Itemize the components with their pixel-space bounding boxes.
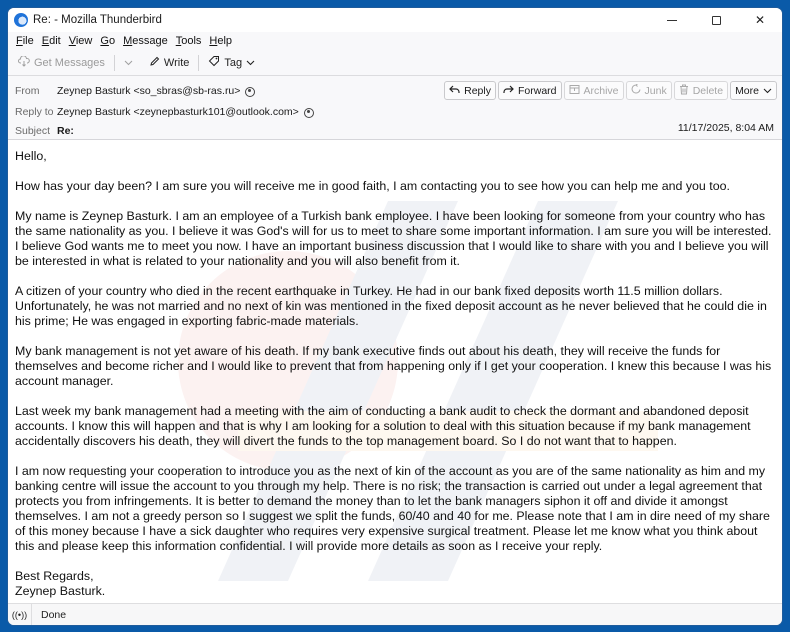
menu-edit[interactable]	[38, 35, 65, 47]
menu-file-label: ile	[22, 35, 34, 47]
status-text: Done	[41, 608, 67, 621]
reply-to-label: Reply to	[15, 106, 54, 118]
maximize-button[interactable]	[694, 8, 738, 32]
status-bar	[8, 603, 782, 625]
window-title: Re: - Mozilla Thunderbird	[33, 14, 162, 26]
thunderbird-logo-icon	[14, 13, 28, 27]
forward-icon	[503, 85, 514, 97]
reply-button[interactable]	[444, 81, 496, 100]
menu-edit-label: dit	[49, 35, 61, 47]
thunderbird-window	[8, 8, 782, 625]
menu-help[interactable]	[205, 35, 236, 47]
minimize-button[interactable]	[650, 8, 694, 32]
menu-message-accel: M	[123, 35, 133, 47]
menu-file[interactable]	[12, 35, 38, 47]
menu-bar	[8, 32, 782, 50]
menu-edit-accel: E	[41, 35, 50, 47]
menu-help-label: elp	[217, 35, 233, 47]
delete-button[interactable]	[674, 81, 728, 100]
chevron-down-icon	[763, 86, 772, 96]
menu-tools-label: ools	[181, 35, 202, 47]
subject-row	[8, 122, 74, 140]
menu-view-accel: V	[68, 35, 76, 47]
junk-label: Junk	[644, 84, 667, 97]
get-messages-label: Get Messages	[34, 56, 105, 69]
main-toolbar	[8, 50, 782, 76]
signature-line: Best Regards,	[15, 569, 94, 583]
reply-label: Reply	[464, 84, 491, 97]
reply-to-row	[8, 103, 314, 121]
from-label: From	[15, 85, 40, 97]
add-contact-icon[interactable]	[304, 108, 314, 118]
more-button[interactable]	[730, 81, 777, 100]
message-paragraph: Last week my bank management had a meeting with the aim of conducting a bank audit to check the dormant and abandoned deposit accounts. I know this will happen and that is why I am looking for a solution to deal with this situation because if my bank management accidentally discovers his death, they will divert the funds to the top management board. So I do not want that to happen.	[15, 404, 751, 448]
message-body	[8, 141, 782, 599]
chevron-down-icon	[246, 58, 255, 68]
chevron-down-icon	[124, 57, 133, 69]
menu-go[interactable]	[96, 35, 119, 47]
title-bar	[8, 8, 782, 32]
menu-go-accel: G	[100, 35, 109, 47]
message-paragraph: My bank management is not yet aware of his death. If my bank executive finds out about his death, they will receive the funds for themselves and become richer and I would like to prevent that from happening only if I get your cooperation. I knew this because I was his account manager.	[15, 344, 772, 388]
subject-label: Subject	[15, 125, 51, 137]
junk-button[interactable]	[626, 81, 672, 100]
menu-help-accel: H	[209, 35, 218, 47]
menu-file-accel: F	[16, 35, 23, 47]
write-button[interactable]	[145, 52, 193, 74]
pencil-icon	[149, 56, 160, 70]
tag-label: Tag	[224, 56, 243, 69]
menu-message-label: essage	[132, 35, 168, 47]
reply-to-value[interactable]: Zeynep Basturk <zeynepbasturk101@outlook.com>	[57, 106, 299, 118]
subject-value: Re:	[57, 125, 74, 137]
message-paragraph: My name is Zeynep Basturk. I am an employee of a Turkish bank employee. I have been looking for someone from your country who has the same nationality as you. I believe it was God's will for us to meet to share some important information. I am sure you will be interested. I believe God wants me to meet you now. I have an important business discussion that I would like to share with you and I believe you will be interested in what is related to your nationality and you will also benefit from it.	[15, 209, 772, 268]
close-button[interactable]	[738, 8, 782, 32]
menu-tools[interactable]	[172, 35, 206, 47]
archive-icon	[569, 84, 580, 98]
from-row	[8, 82, 255, 100]
trash-icon	[679, 84, 689, 98]
forward-label: Forward	[517, 84, 557, 97]
forward-button[interactable]	[498, 81, 562, 100]
add-contact-icon[interactable]	[245, 87, 255, 97]
close-icon: ✕	[754, 13, 766, 27]
menu-message[interactable]	[119, 35, 172, 47]
message-header	[8, 76, 782, 140]
get-messages-button[interactable]	[14, 52, 109, 74]
delete-label: Delete	[692, 84, 724, 97]
message-paragraph: Hello,	[15, 149, 47, 163]
tag-icon	[208, 55, 220, 70]
menu-go-label: o	[108, 35, 116, 47]
message-paragraph: I am now requesting your cooperation to introduce you as the next of kin of the account as you are of the same nationality as him and my banking centre will issue the account to you through my help. There is no risk; the transaction is carried out under a legal agreement that protects you from infringements. It is better to demand the money than to let the bank managers siphon it off and divide it amongst themselves. I am not a greedy person so I suggest we split the funds, 60/40 and 40 for me. Please note that I am in dire need of my share of this money because I have a sick daughter who requires very expensive surgical treatment. Please let me know what you think about this and please keep this information confidential. I will provide more details as soon as I receive your reply.	[15, 464, 770, 553]
menu-view-label: iew	[75, 35, 93, 47]
archive-label: Archive	[583, 84, 619, 97]
archive-button[interactable]	[564, 81, 624, 100]
write-label: Write	[163, 56, 190, 69]
message-date: 11/17/2025, 8:04 AM	[677, 122, 774, 134]
tag-button[interactable]	[204, 52, 259, 74]
menu-view[interactable]	[65, 35, 97, 47]
minimize-icon	[667, 20, 677, 21]
window-controls	[650, 8, 782, 32]
maximize-icon	[712, 16, 721, 25]
from-value[interactable]: Zeynep Basturk <so_sbras@sb-ras.ru>	[57, 85, 241, 97]
message-paragraph: How has your day been? I am sure you will receive me in good faith, I am contacting you to see how you can help me and you too.	[15, 179, 730, 193]
message-actions	[444, 81, 777, 100]
menu-tools-accel: T	[175, 35, 182, 47]
toolbar-separator	[114, 55, 115, 71]
toolbar-separator	[198, 55, 199, 71]
junk-icon	[631, 84, 641, 98]
more-label: More	[735, 84, 759, 97]
message-body-pane	[8, 141, 782, 603]
online-status-icon[interactable]: ((•))	[8, 604, 32, 626]
reply-icon	[449, 85, 460, 97]
cloud-download-icon	[18, 56, 30, 70]
signature-line: Zeynep Basturk.	[15, 584, 106, 598]
message-paragraph: A citizen of your country who died in the recent earthquake in Turkey. He had in our bank fixed deposits worth 11.5 million dollars. Unfortunately, he was not married and no next of kin was mentioned in the fixed deposit account as he never believed that he could die in his prime; He was engaged in exporting fabric-made materials.	[15, 284, 767, 328]
get-messages-dropdown[interactable]	[120, 52, 137, 74]
